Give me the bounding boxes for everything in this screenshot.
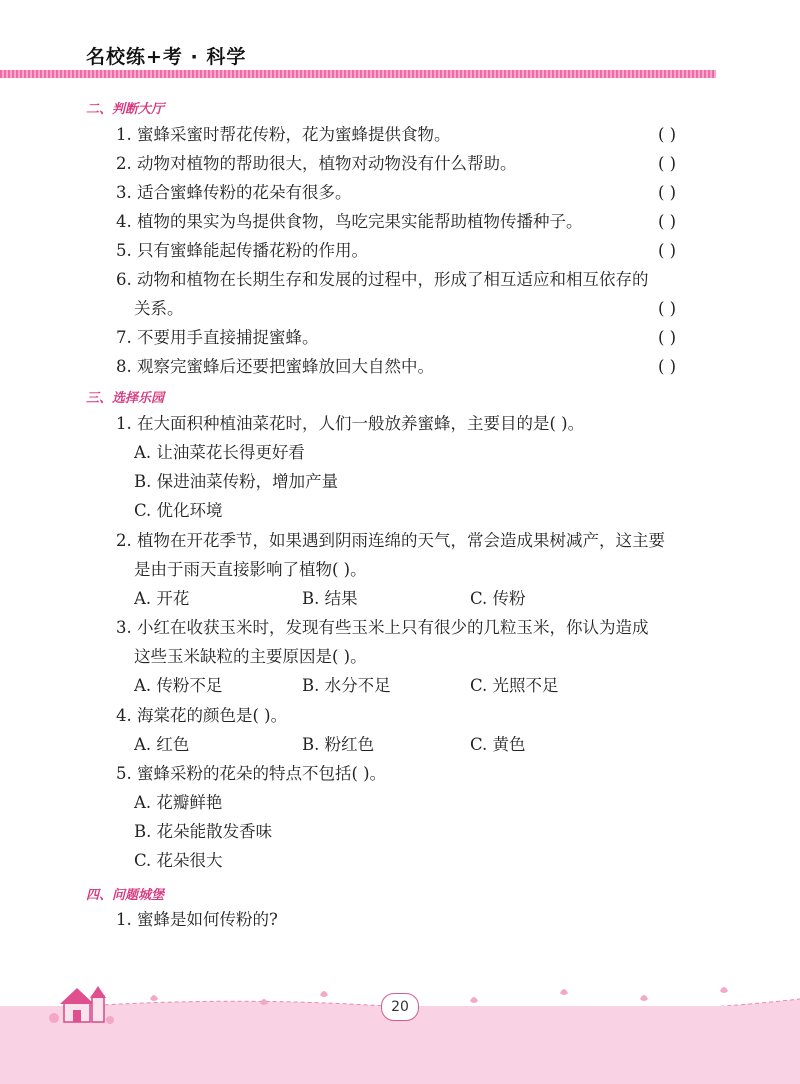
section-heading-questions: 四、问题城堡 xyxy=(86,888,165,903)
judge-item-4: 4. 植物的果实为鸟提供食物，鸟吃完果实能帮助植物传播种子。 xyxy=(116,212,583,231)
choice-q4-option-b[interactable]: B. 粉红色 xyxy=(302,735,375,754)
judge-item-1: 1. 蜜蜂采蜜时帮花传粉，花为蜜蜂提供食物。 xyxy=(116,125,451,144)
choice-q4-stem: 4. 海棠花的颜色是( )。 xyxy=(116,706,288,725)
answer-paren-3[interactable]: ( ) xyxy=(658,183,677,202)
section-heading-judgement: 二、判断大厅 xyxy=(86,102,165,117)
header-rule xyxy=(0,70,716,78)
choice-q4-option-c[interactable]: C. 黄色 xyxy=(470,735,526,754)
choice-q5-option-a[interactable]: A. 花瓣鲜艳 xyxy=(134,793,223,812)
answer-paren-1[interactable]: ( ) xyxy=(658,125,677,144)
choice-q2-option-a[interactable]: A. 开花 xyxy=(134,589,190,608)
answer-paren-7[interactable]: ( ) xyxy=(658,328,677,347)
choice-q3-stem: 3. 小红在收获玉米时，发现有些玉米上只有很少的几粒玉米，你认为造成 xyxy=(116,618,649,637)
question-q1: 1. 蜜蜂是如何传粉的? xyxy=(116,910,278,929)
choice-q3-option-a[interactable]: A. 传粉不足 xyxy=(134,676,223,695)
judge-item-5: 5. 只有蜜蜂能起传播花粉的作用。 xyxy=(116,241,368,260)
choice-q2-stem: 2. 植物在开花季节，如果遇到阴雨连绵的天气，常会造成果树减产，这主要 xyxy=(116,531,665,550)
judge-item-3: 3. 适合蜜蜂传粉的花朵有很多。 xyxy=(116,183,352,202)
choice-q5-option-c[interactable]: C. 花朵很大 xyxy=(134,851,223,870)
choice-q5-stem: 5. 蜜蜂采粉的花朵的特点不包括( )。 xyxy=(116,764,387,783)
section-heading-choice: 三、选择乐园 xyxy=(86,391,165,406)
judge-item-2: 2. 动物对植物的帮助很大，植物对动物没有什么帮助。 xyxy=(116,154,517,173)
choice-q3-option-c[interactable]: C. 光照不足 xyxy=(470,676,559,695)
judge-item-7: 7. 不要用手直接捕捉蜜蜂。 xyxy=(116,328,319,347)
judge-item-6: 6. 动物和植物在长期生存和发展的过程中，形成了相互适应和相互依存的 xyxy=(116,270,649,289)
choice-q3-stem-continuation: 这些玉米缺粒的主要原因是( )。 xyxy=(134,647,367,666)
choice-q2-option-b[interactable]: B. 结果 xyxy=(302,589,358,608)
choice-q1-option-b[interactable]: B. 保进油菜传粉，增加产量 xyxy=(134,472,339,491)
choice-q4-option-a[interactable]: A. 红色 xyxy=(134,735,190,754)
answer-paren-8[interactable]: ( ) xyxy=(658,357,677,376)
house-decoration-icon xyxy=(46,978,116,1026)
judge-item-6-continuation: 关系。 xyxy=(134,299,184,318)
choice-q1-stem: 1. 在大面积种植油菜花时，人们一般放养蜜蜂，主要目的是( )。 xyxy=(116,414,585,433)
choice-q1-option-a[interactable]: A. 让油菜花长得更好看 xyxy=(134,443,305,462)
choice-q1-option-c[interactable]: C. 优化环境 xyxy=(134,501,223,520)
page-number: 20 xyxy=(381,993,419,1021)
answer-paren-5[interactable]: ( ) xyxy=(658,241,677,260)
choice-q3-option-b[interactable]: B. 水分不足 xyxy=(302,676,391,695)
header-title: 名校练+考 · 科学 xyxy=(86,46,247,68)
choice-q2-stem-continuation: 是由于雨天直接影响了植物( )。 xyxy=(134,560,367,579)
answer-paren-2[interactable]: ( ) xyxy=(658,154,677,173)
answer-paren-6[interactable]: ( ) xyxy=(658,299,677,318)
choice-q5-option-b[interactable]: B. 花朵能散发香味 xyxy=(134,822,273,841)
choice-q2-option-c[interactable]: C. 传粉 xyxy=(470,589,526,608)
judge-item-8: 8. 观察完蜜蜂后还要把蜜蜂放回大自然中。 xyxy=(116,357,434,376)
answer-paren-4[interactable]: ( ) xyxy=(658,212,677,231)
